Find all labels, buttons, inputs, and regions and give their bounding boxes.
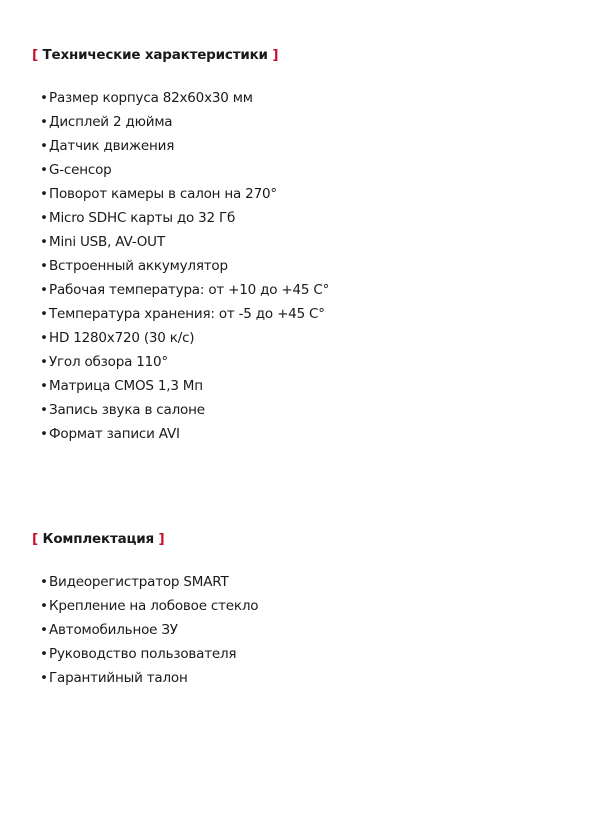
spec-item-text: Размер корпуса 82x60x30 мм xyxy=(49,90,253,106)
heading-bracket-close: ] xyxy=(272,47,279,63)
spec-item-text: Формат записи AVI xyxy=(49,426,180,442)
spec-item xyxy=(40,350,572,374)
bullet-icon: • xyxy=(40,354,48,370)
bullet-icon: • xyxy=(40,234,48,250)
spec-item-text: Рабочая температура: от +10 до +45 С° xyxy=(49,282,330,298)
spec-item xyxy=(40,302,572,326)
specifications-list xyxy=(32,86,572,446)
specifications-title: Технические характеристики xyxy=(42,47,268,63)
spec-item-text: Запись звука в салоне xyxy=(49,402,205,418)
spec-item-text: Температура хранения: от -5 до +45 С° xyxy=(49,306,325,322)
bullet-icon: • xyxy=(40,282,48,298)
spec-item xyxy=(40,134,572,158)
package-contents-list xyxy=(32,570,572,690)
package-contents-title: Комплектация xyxy=(42,531,155,547)
bullet-icon: • xyxy=(40,646,48,662)
heading-bracket-open: [ xyxy=(32,531,38,547)
spec-item xyxy=(40,206,572,230)
kit-item xyxy=(40,594,572,618)
bullet-icon: • xyxy=(40,426,48,442)
kit-item-text: Руководство пользователя xyxy=(49,646,237,662)
bullet-icon: • xyxy=(40,378,48,394)
spec-item xyxy=(40,110,572,134)
spec-item xyxy=(40,86,572,110)
bullet-icon: • xyxy=(40,258,48,274)
specifications-heading xyxy=(32,44,572,66)
spec-item-text: G-сенсор xyxy=(49,162,112,178)
bullet-icon: • xyxy=(40,306,48,322)
bullet-icon: • xyxy=(40,402,48,418)
bullet-icon: • xyxy=(40,210,48,226)
spec-item xyxy=(40,182,572,206)
spec-item-text: Поворот камеры в салон на 270° xyxy=(49,186,277,202)
kit-item-text: Автомобильное ЗУ xyxy=(49,622,178,638)
package-contents-section xyxy=(32,528,572,690)
specifications-section xyxy=(32,44,572,446)
spec-item xyxy=(40,422,572,446)
spec-item-text: Встроенный аккумулятор xyxy=(49,258,228,274)
spec-item-text: Дисплей 2 дюйма xyxy=(49,114,173,130)
kit-item-text: Гарантийный талон xyxy=(49,670,188,686)
spec-item-text: Угол обзора 110° xyxy=(49,354,168,370)
bullet-icon: • xyxy=(40,90,48,106)
spec-item-text: HD 1280x720 (30 к/с) xyxy=(49,330,195,346)
heading-bracket-close: ] xyxy=(158,531,165,547)
bullet-icon: • xyxy=(40,114,48,130)
kit-item xyxy=(40,666,572,690)
bullet-icon: • xyxy=(40,670,48,686)
kit-item xyxy=(40,642,572,666)
kit-item xyxy=(40,570,572,594)
spec-item-text: Mini USB, AV-OUT xyxy=(49,234,165,250)
spec-item xyxy=(40,254,572,278)
bullet-icon: • xyxy=(40,138,48,154)
spec-item xyxy=(40,326,572,350)
spec-item-text: Micro SDHC карты до 32 Гб xyxy=(49,210,236,226)
kit-item-text: Видеорегистратор SMART xyxy=(49,574,229,590)
spec-item-text: Датчик движения xyxy=(49,138,175,154)
bullet-icon: • xyxy=(40,186,48,202)
package-contents-heading xyxy=(32,528,572,550)
bullet-icon: • xyxy=(40,598,48,614)
bullet-icon: • xyxy=(40,162,48,178)
kit-item-text: Крепление на лобовое стекло xyxy=(49,598,259,614)
spec-item xyxy=(40,230,572,254)
kit-item xyxy=(40,618,572,642)
spec-item-text: Матрица CMOS 1,3 Мп xyxy=(49,378,203,394)
bullet-icon: • xyxy=(40,622,48,638)
bullet-icon: • xyxy=(40,330,48,346)
spec-item xyxy=(40,158,572,182)
bullet-icon: • xyxy=(40,574,48,590)
heading-bracket-open: [ xyxy=(32,47,38,63)
spec-item xyxy=(40,398,572,422)
spec-item xyxy=(40,278,572,302)
spec-item xyxy=(40,374,572,398)
